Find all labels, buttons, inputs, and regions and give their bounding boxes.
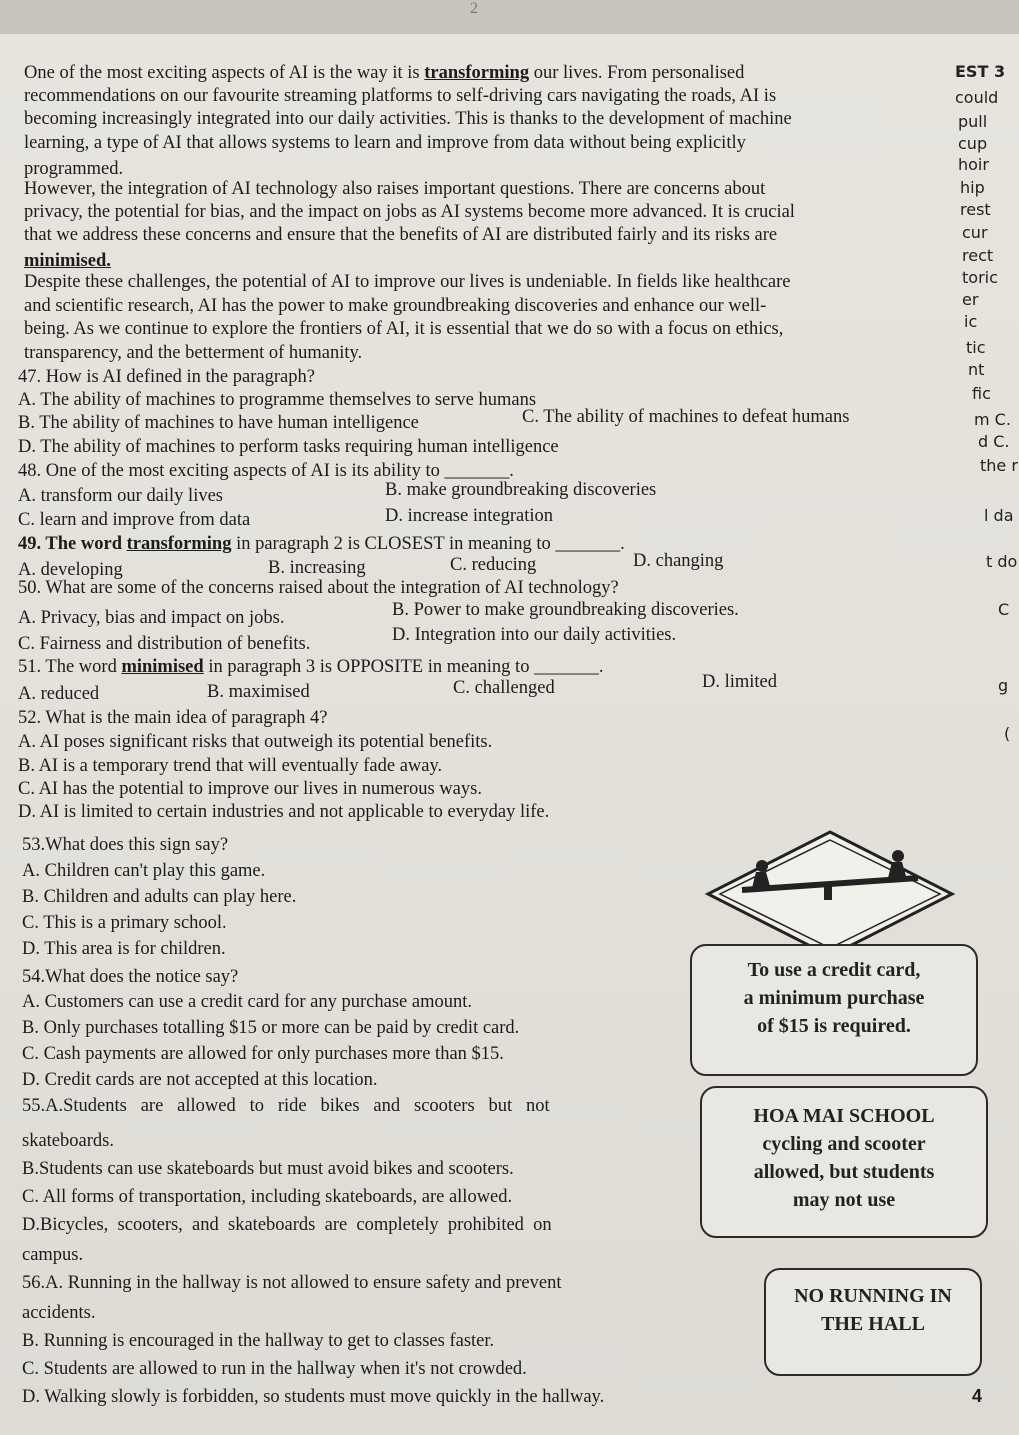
option-c: C. AI has the potential to improve our lives in numerous ways. — [18, 779, 482, 799]
margin-fragment: ( — [1004, 724, 1011, 743]
option-d: D. Integration into our daily activities. — [392, 625, 677, 645]
margin-fragment: the r — [980, 456, 1018, 475]
option-a: 55.A.Students are allowed to ride bikes and scooters but not — [22, 1096, 550, 1116]
margin-fragment: rest — [960, 200, 991, 219]
option-a: A. reduced — [18, 684, 100, 704]
passage-line: being. As we continue to explore the frontiers of AI, it is essential that we do so with a focus on ethics, — [24, 319, 784, 339]
option-d: D. Walking slowly is forbidden, so students must move quickly in the hallway. — [22, 1387, 605, 1407]
margin-fragment: d C. — [978, 432, 1010, 451]
notice-line: NO RUNNING IN — [794, 1285, 952, 1307]
margin-fragment: EST 3 — [955, 62, 1006, 81]
passage-line: Despite these challenges, the potential of AI to improve our lives is undeniable. In fields like healthcare — [24, 272, 791, 292]
passage-line: that we address these concerns and ensure that the benefits of AI are distributed fairly and its risks are — [24, 225, 778, 245]
school-notice — [700, 1086, 988, 1238]
option-d: D. Credit cards are not accepted at this location. — [22, 1070, 378, 1090]
option-c: C. Cash payments are allowed for only purchases more than $15. — [22, 1044, 504, 1064]
option-d-cont: campus. — [22, 1245, 84, 1265]
margin-fragment: l da — [984, 506, 1014, 525]
passage-line: transparency, and the betterment of humanity. — [24, 343, 363, 363]
question-stem: 51. The word minimised in paragraph 3 is OPPOSITE in meaning to _______. — [18, 657, 604, 677]
option-d: D. This area is for children. — [22, 939, 226, 959]
option-a: A. AI poses significant risks that outweigh its potential benefits. — [18, 732, 493, 752]
option-d: D. changing — [633, 551, 724, 571]
notice-line: of $15 is required. — [757, 1015, 911, 1037]
option-a: A. Privacy, bias and impact on jobs. — [18, 608, 285, 628]
passage-line: learning, a type of AI that allows systems to learn and improve from data without being explicitly — [24, 133, 746, 153]
option-a-cont: accidents. — [22, 1303, 96, 1323]
option-b: B. make groundbreaking discoveries — [385, 480, 657, 500]
notice-line: To use a credit card, — [747, 959, 921, 981]
passage-line: recommendations on our favourite streaming platforms to self-driving cars navigating the roads, AI is — [24, 86, 777, 106]
question-stem: 54.What does the notice say? — [22, 967, 239, 987]
question-stem: 49. The word transforming in paragraph 2 is CLOSEST in meaning to _______. — [18, 534, 625, 554]
option-a: 56.A. Running in the hallway is not allowed to ensure safety and prevent — [22, 1273, 562, 1293]
passage-line: However, the integration of AI technology also raises important questions. There are concerns about — [24, 179, 766, 199]
option-b: B. Only purchases totalling $15 or more can be paid by credit card. — [22, 1018, 520, 1038]
question-stem: 48. One of the most exciting aspects of AI is its ability to _______. — [18, 461, 514, 481]
margin-fragment: nt — [968, 360, 985, 379]
option-b: B. The ability of machines to have human intelligence — [18, 413, 419, 433]
underlined-word-minimised: minimised. — [24, 251, 111, 271]
margin-fragment: cup — [958, 134, 988, 153]
option-c: C. The ability of machines to defeat humans — [522, 407, 850, 427]
credit-card-notice — [690, 944, 978, 1076]
option-a-cont: skateboards. — [22, 1131, 114, 1151]
option-a: A. Children can't play this game. — [22, 861, 266, 881]
option-c: C. Fairness and distribution of benefits. — [18, 634, 311, 654]
margin-fragment: rect — [962, 246, 994, 265]
option-d: D. The ability of machines to perform tasks requiring human intelligence — [18, 437, 559, 457]
option-d: D.Bicycles, scooters, and skateboards are completely prohibited on — [22, 1215, 552, 1235]
option-a: A. developing — [18, 560, 123, 580]
margin-fragment: t do — [986, 552, 1018, 571]
margin-fragment: er — [962, 290, 979, 309]
margin-fragment: hip — [960, 178, 985, 197]
option-b: B. Children and adults can play here. — [22, 887, 297, 907]
option-b: B. Power to make groundbreaking discoveries. — [392, 600, 739, 620]
margin-fragment: toric — [962, 268, 998, 287]
question-stem: 53.What does this sign say? — [22, 835, 229, 855]
margin-fragment: hoir — [958, 155, 989, 174]
question-stem: 52. What is the main idea of paragraph 4? — [18, 708, 328, 728]
option-b: B. increasing — [268, 558, 366, 578]
seesaw-warning-sign-icon — [700, 828, 960, 962]
option-a: A. The ability of machines to programme themselves to serve humans — [18, 390, 537, 410]
option-a: A. Customers can use a credit card for any purchase amount. — [22, 992, 473, 1012]
notice-line: THE HALL — [821, 1313, 925, 1335]
seesaw-sign — [700, 828, 960, 962]
option-c: C. All forms of transportation, including skateboards, are allowed. — [22, 1187, 513, 1207]
option-d: D. increase integration — [385, 506, 553, 526]
question-stem: 47. How is AI defined in the paragraph? — [18, 367, 315, 387]
notice-line: cycling and scooter — [762, 1133, 926, 1155]
option-c: C. challenged — [453, 678, 555, 698]
passage-line: becoming increasingly integrated into our daily activities. This is thanks to the development of machine — [24, 109, 792, 129]
option-c: C. learn and improve from data — [18, 510, 251, 530]
margin-fragment: g — [998, 676, 1009, 695]
option-d: D. limited — [702, 672, 778, 692]
option-a: A. transform our daily lives — [18, 486, 223, 506]
option-b: B. maximised — [207, 682, 310, 702]
passage-line: programmed. — [24, 159, 124, 179]
margin-fragment: fic — [972, 384, 991, 403]
notice-line: HOA MAI SCHOOL — [753, 1105, 935, 1127]
underlined-word-transforming: transforming — [424, 63, 530, 83]
margin-fragment: m C. — [974, 410, 1011, 429]
margin-fragment: cur — [962, 223, 988, 242]
passage-line: and scientific research, AI has the power to make groundbreaking discoveries and enhance our well- — [24, 296, 767, 316]
notice-line: may not use — [792, 1189, 896, 1211]
hallway-notice — [764, 1268, 982, 1376]
option-b: B.Students can use skateboards but must avoid bikes and scooters. — [22, 1159, 514, 1179]
notice-line: allowed, but students — [753, 1161, 935, 1183]
passage-line: privacy, the potential for bias, and the impact on jobs as AI systems become more advanced. It is crucial — [24, 202, 795, 222]
option-b: B. Running is encouraged in the hallway to get to classes faster. — [22, 1331, 495, 1351]
margin-fragment: ic — [964, 312, 978, 331]
option-c: C. reducing — [450, 555, 537, 575]
margin-fragment: could — [955, 88, 999, 107]
option-c: C. This is a primary school. — [22, 913, 227, 933]
notice-line: a minimum purchase — [743, 987, 925, 1009]
option-c: C. Students are allowed to run in the hallway when it's not crowded. — [22, 1359, 527, 1379]
page-number: 4 — [972, 1386, 983, 1406]
margin-fragment: C — [998, 600, 1010, 619]
margin-fragment: pull — [958, 112, 988, 131]
margin-fragment: tic — [966, 338, 986, 357]
option-b: B. AI is a temporary trend that will eventually fade away. — [18, 756, 443, 776]
option-d: D. AI is limited to certain industries and not applicable to everyday life. — [18, 802, 550, 822]
top-page-fragment: 2 — [470, 0, 478, 17]
question-stem: 50. What are some of the concerns raised about the integration of AI technology? — [18, 578, 619, 598]
passage-line: One of the most exciting aspects of AI is the way it is transforming our lives. From personalised — [24, 63, 745, 83]
